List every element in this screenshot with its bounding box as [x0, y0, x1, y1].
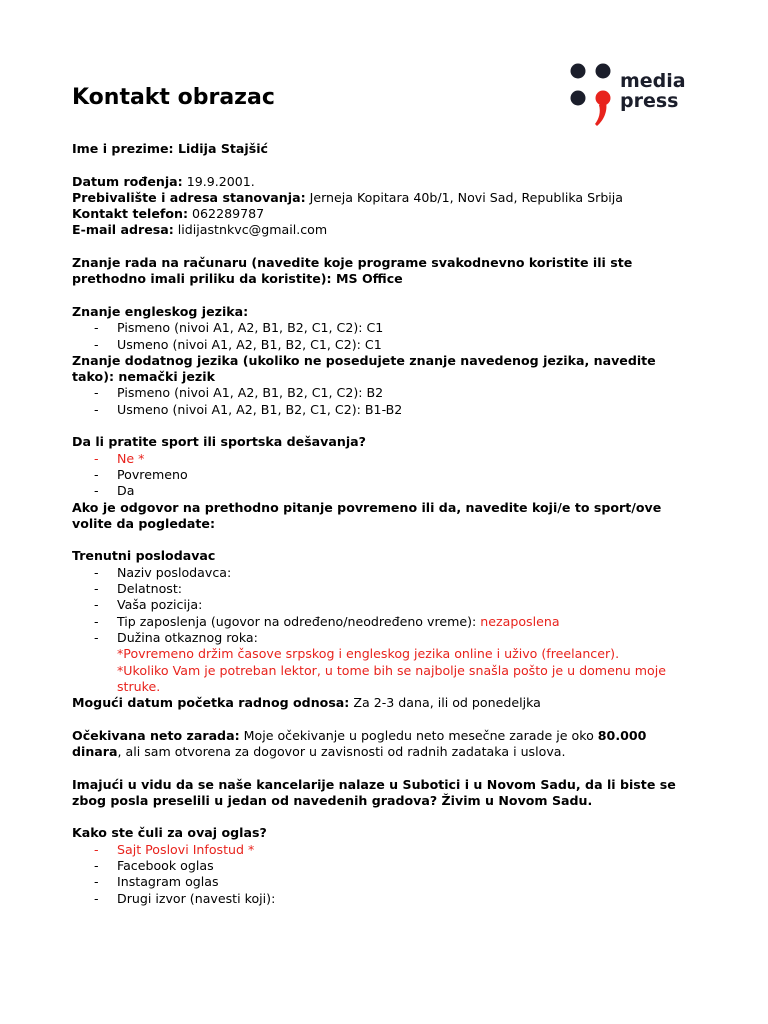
- list-item: - Dužina otkaznog roka:: [94, 629, 258, 645]
- computer-question: Znanje rada na računaru (navedite koje programe svakodnevno koristite ili ste: [72, 255, 633, 271]
- relocation-answer: Živim u Novom Sadu.: [441, 792, 593, 808]
- relocation-question-cont: zbog posla preselili u jedan od navedenih gradova? Živim u Novom Sadu.: [72, 792, 593, 808]
- other-language-heading: Znanje dodatnog jezika (ukoliko ne posedujete znanje navedenog jezika, navedite: [72, 352, 656, 368]
- sport-option: - Povremeno: [94, 466, 188, 482]
- logo-text-media: media: [620, 70, 686, 92]
- list-item: - Naziv poslodavca:: [94, 564, 232, 580]
- form-body: [72, 141, 692, 907]
- address-row: Prebivalište i adresa stanovanja: Jerneja Kopitara 40b/1, Novi Sad, Republika Srbija: [72, 189, 624, 205]
- relocation-question: Imajući u vidu da se naše kancelarije nalaze u Subotici i u Novom Sadu, da li biste se: [72, 776, 676, 792]
- logo-dot-top-left: [571, 64, 586, 79]
- salary-row-cont: dinara, ali sam otvorena za dogovor u zavisnosti od radnih zadataka i uslova.: [72, 743, 566, 759]
- logo-text-press: press: [620, 90, 679, 112]
- name-row: Ime i prezime: Lidija Stajšić: [72, 141, 269, 156]
- sport-followup-cont: volite da pogledate:: [72, 515, 215, 531]
- source-question: Kako ste čuli za ovaj oglas?: [72, 825, 267, 841]
- sport-followup: Ako je odgovor na prethodno pitanje povremeno ili da, navedite koji/e to sport/ove: [72, 499, 662, 515]
- computer-question-cont: prethodno imali priliku da koristite): MS Office: [72, 271, 403, 287]
- sport-option-selected: - Ne *: [94, 450, 145, 466]
- sport-option: - Da: [94, 483, 135, 499]
- list-item: - Usmeno (nivoi A1, A2, B1, B2, C1, C2): C1: [94, 336, 382, 352]
- other-language-heading-cont: tako): nemački jezik: [72, 369, 215, 385]
- computer-answer: MS Office: [335, 271, 403, 287]
- email-row: E-mail adresa: lidijastnkvc@gmail.com: [72, 222, 328, 238]
- list-item: - Tip zaposlenja (ugovor na određeno/neodređeno vreme): nezaposlena: [94, 613, 560, 629]
- list-item: - Vaša pozicija:: [94, 597, 203, 613]
- source-option: - Facebook oglas: [94, 858, 214, 874]
- list-item: - Delatnost:: [94, 581, 183, 597]
- logo-comma-dot: [596, 91, 611, 106]
- source-option-selected: - Sajt Poslovi Infostud *: [94, 841, 255, 857]
- list-item: - Pismeno (nivoi A1, A2, B1, B2, C1, C2): B2: [94, 385, 384, 401]
- employer-note: *Povremeno držim časove srpskog i engleskog jezika online i uživo (freelancer).: [117, 646, 620, 662]
- employer-heading: Trenutni poslodavac: [72, 548, 216, 564]
- logo-dot-bottom-left: [571, 91, 586, 106]
- list-item: - Usmeno (nivoi A1, A2, B1, B2, C1, C2): B1-B2: [94, 401, 403, 417]
- source-option: - Instagram oglas: [94, 874, 219, 890]
- media-press-logo: [568, 62, 688, 128]
- list-item: - Pismeno (nivoi A1, A2, B1, B2, C1, C2): C1: [94, 320, 384, 336]
- logo-dot-top-right: [596, 64, 611, 79]
- logo-comma-tail: [595, 102, 606, 126]
- start-date-row: Mogući datum početka radnog odnosa: Za 2-3 dana, ili od ponedeljka: [72, 695, 541, 711]
- sport-question: Da li pratite sport ili sportska dešavanja?: [72, 434, 366, 450]
- source-option: - Drugi izvor (navesti koji):: [94, 890, 276, 906]
- employment-value: nezaposlena: [480, 613, 560, 629]
- english-heading: Znanje engleskog jezika:: [72, 303, 249, 319]
- page-title: Kontakt obrazac: [72, 85, 275, 110]
- phone-row: Kontakt telefon: 062289787: [72, 206, 265, 222]
- salary-row: Očekivana neto zarada: Moje očekivanje u pogledu neto mesečne zarade je oko 80.000: [72, 727, 647, 743]
- employer-note-cont: struke.: [117, 678, 161, 694]
- employer-note: *Ukoliko Vam je potreban lektor, u tome bih se najbolje snašla pošto je u domenu moje: [117, 662, 667, 678]
- dob-row: Datum rođenja: 19.9.2001.: [72, 173, 255, 189]
